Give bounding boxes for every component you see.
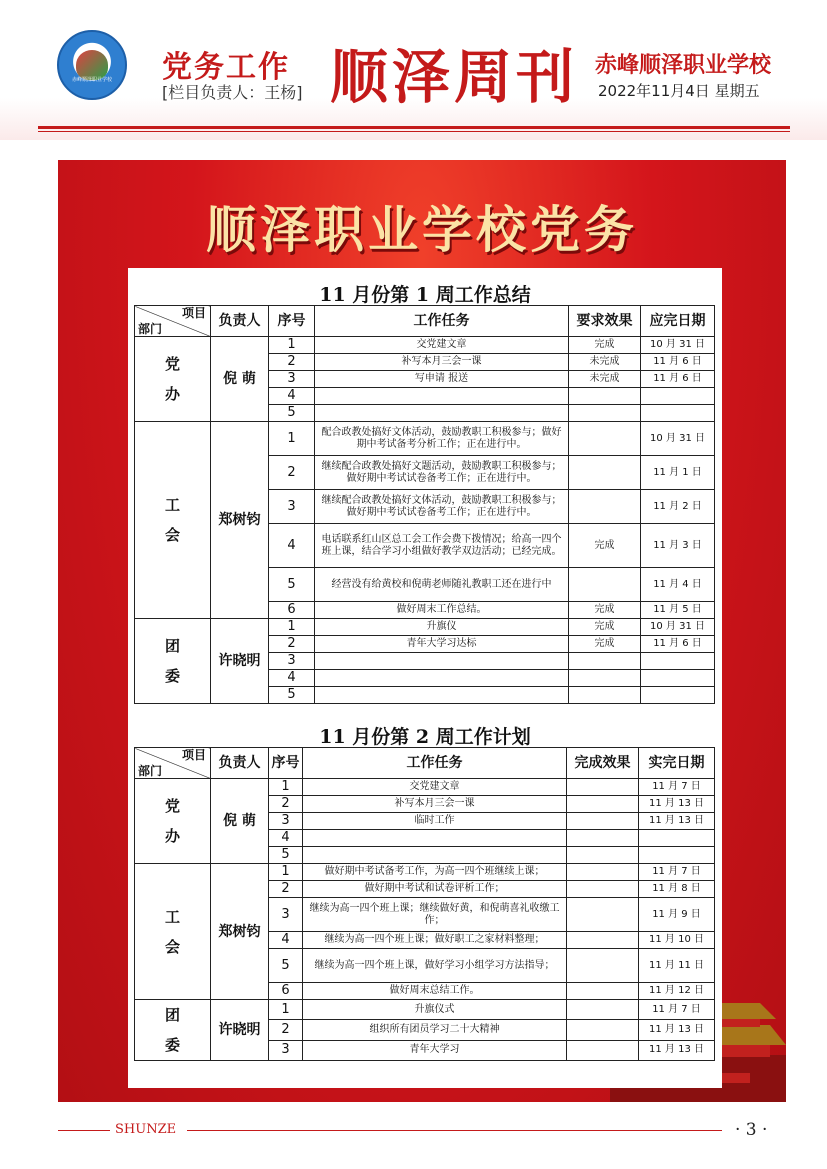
seq-cell: 4 (269, 388, 315, 405)
dept-cell (135, 779, 211, 864)
effect-cell: 完成 (569, 337, 641, 354)
task-cell: 补写本月三会一课 (315, 354, 569, 371)
task-cell: 继续为高一四个班上课；继续做好黄，和倪萌喜礼收缴工作； (303, 898, 567, 932)
effect-cell: 完成 (569, 636, 641, 653)
task-cell (303, 847, 567, 864)
header-date: 应完日期 (641, 306, 715, 337)
date-cell (639, 847, 715, 864)
seq-cell: 6 (269, 983, 303, 1000)
header-seq: 序号 (269, 748, 303, 779)
task-cell: 继续为高一四个班上课，做好学习小组学习方法指导； (303, 949, 567, 983)
seq-cell: 1 (269, 422, 315, 456)
date-cell: 11 月 6 日 (641, 354, 715, 371)
seq-cell: 5 (269, 405, 315, 422)
date-cell: 11 月 7 日 (639, 1000, 715, 1020)
owner-cell: 倪 萌 (211, 337, 269, 422)
effect-cell (569, 568, 641, 602)
effect-cell (567, 830, 639, 847)
effect-cell (567, 813, 639, 830)
week2-table (134, 747, 715, 1061)
seq-cell: 3 (269, 1040, 303, 1060)
table-header-row (135, 306, 715, 337)
seq-cell: 2 (269, 881, 303, 898)
task-cell: 经营没有给黄校和倪萌老师随礼教职工还在进行中 (315, 568, 569, 602)
date-cell: 10 月 31 日 (641, 422, 715, 456)
footer-rule-left (58, 1130, 110, 1131)
task-cell: 做好周末工作总结。 (315, 602, 569, 619)
task-cell: 青年大学习 (303, 1040, 567, 1060)
dept-char-1: 工 (164, 907, 180, 926)
task-cell (315, 405, 569, 422)
seq-cell: 4 (269, 524, 315, 568)
column-owner: [栏目负责人：王杨] (162, 83, 303, 102)
effect-cell (567, 932, 639, 949)
effect-cell (567, 983, 639, 1000)
page-header (0, 0, 827, 140)
effect-cell (567, 847, 639, 864)
header-task: 工作任务 (315, 306, 569, 337)
seq-cell: 3 (269, 898, 303, 932)
seq-cell: 1 (269, 619, 315, 636)
school-name: 赤峰顺泽职业学校 (595, 53, 772, 78)
date-cell (641, 670, 715, 687)
dept-cell (135, 619, 211, 704)
dept-char-2: 委 (164, 667, 180, 685)
header-date: 实完日期 (639, 748, 715, 779)
dept-char-1: 团 (164, 1006, 180, 1024)
effect-cell: 未完成 (569, 371, 641, 388)
effect-cell: 未完成 (569, 354, 641, 371)
seq-cell: 1 (269, 864, 303, 881)
table-row (135, 779, 715, 796)
effect-cell: 完成 (569, 602, 641, 619)
footer-rule-right (187, 1130, 722, 1131)
date-cell (641, 405, 715, 422)
effect-cell (567, 949, 639, 983)
dept-char-2: 办 (164, 827, 180, 845)
date-cell: 10 月 31 日 (641, 619, 715, 636)
table-row (135, 422, 715, 456)
effect-cell (567, 1000, 639, 1020)
task-cell: 写申请 报送 (315, 371, 569, 388)
content-card (128, 268, 722, 1088)
seq-cell: 1 (269, 337, 315, 354)
task-cell (315, 687, 569, 704)
dept-char-2: 办 (164, 385, 180, 403)
task-cell (315, 670, 569, 687)
dept-char-1: 工 (164, 496, 180, 514)
seq-cell: 3 (269, 813, 303, 830)
seq-cell: 5 (269, 687, 315, 704)
date-cell: 11 月 13 日 (639, 813, 715, 830)
date-cell: 11 月 10 日 (639, 932, 715, 949)
task-cell (303, 830, 567, 847)
seq-cell: 5 (269, 847, 303, 864)
date-cell (641, 653, 715, 670)
date-cell: 11 月 3 日 (641, 524, 715, 568)
date-cell (641, 388, 715, 405)
effect-cell (569, 388, 641, 405)
date-cell: 11 月 9 日 (639, 898, 715, 932)
table-row (135, 619, 715, 636)
owner-cell: 郑树钧 (211, 864, 269, 1000)
effect-cell (567, 881, 639, 898)
task-cell: 交党建文章 (315, 337, 569, 354)
header-task: 工作任务 (303, 748, 567, 779)
dept-char-1: 党 (164, 797, 180, 815)
column-title: 党务工作 (162, 50, 290, 85)
task-cell: 组织所有团员学习二十大精神 (303, 1020, 567, 1040)
effect-cell (567, 1040, 639, 1060)
week2-title: 11 月份第 2 周工作计划 (319, 726, 531, 748)
seq-cell: 2 (269, 456, 315, 490)
footer-brand: SHUNZE (115, 1122, 177, 1137)
header-divider (38, 126, 790, 129)
effect-cell (569, 422, 641, 456)
table-row (135, 1000, 715, 1020)
date-cell: 11 月 4 日 (641, 568, 715, 602)
task-cell (315, 653, 569, 670)
task-cell: 做好期中考试和试卷评析工作； (303, 881, 567, 898)
date-cell (641, 687, 715, 704)
date-cell: 11 月 13 日 (639, 1020, 715, 1040)
task-cell: 补写本月三会一课 (303, 796, 567, 813)
dept-char-1: 党 (164, 355, 180, 373)
dept-char-1: 团 (164, 637, 180, 655)
date-cell: 11 月 6 日 (641, 636, 715, 653)
dept-char-2: 会 (164, 526, 180, 544)
issue-date: 2022年11月4日 星期五 (598, 82, 760, 100)
header-dept: 部门 (138, 322, 163, 336)
task-cell: 升旗仪 (315, 619, 569, 636)
task-cell: 升旗仪式 (303, 1000, 567, 1020)
effect-cell: 完成 (569, 619, 641, 636)
date-cell: 11 月 1 日 (641, 456, 715, 490)
header-owner: 负责人 (211, 748, 269, 779)
date-cell: 11 月 12 日 (639, 983, 715, 1000)
seq-cell: 4 (269, 670, 315, 687)
task-cell: 临时工作 (303, 813, 567, 830)
owner-cell: 倪 萌 (211, 779, 269, 864)
seq-cell: 3 (269, 490, 315, 524)
effect-cell: 完成 (569, 524, 641, 568)
table-header-row (135, 748, 715, 779)
date-cell: 11 月 6 日 (641, 371, 715, 388)
effect-cell (569, 687, 641, 704)
seq-cell: 6 (269, 602, 315, 619)
seq-cell: 1 (269, 1000, 303, 1020)
header-divider-thin (38, 131, 790, 132)
date-cell: 10 月 31 日 (641, 337, 715, 354)
week1-table (134, 305, 715, 704)
task-cell (315, 388, 569, 405)
page-number: · 3 · (735, 1120, 768, 1140)
effect-cell (569, 670, 641, 687)
effect-cell (567, 779, 639, 796)
header-seq: 序号 (269, 306, 315, 337)
header-effect: 完成效果 (567, 748, 639, 779)
week1-title: 11 月份第 1 周工作总结 (319, 284, 531, 306)
seq-cell: 5 (269, 568, 315, 602)
effect-cell (569, 405, 641, 422)
dept-cell (135, 422, 211, 619)
header-item-dept (135, 748, 211, 779)
header-dept: 部门 (138, 764, 163, 778)
date-cell: 11 月 13 日 (639, 1040, 715, 1060)
task-cell: 做好期中考试备考工作，为高一四个班继续上课； (303, 864, 567, 881)
effect-cell (569, 490, 641, 524)
seq-cell: 3 (269, 653, 315, 670)
dept-char-2: 会 (164, 937, 180, 956)
seq-cell: 2 (269, 796, 303, 813)
seq-cell: 1 (269, 779, 303, 796)
task-cell: 继续配合政教处搞好文题活动，鼓励教职工积极参与；做好期中考试试卷备考工作；正在进行中。 (315, 456, 569, 490)
task-cell: 继续为高一四个班上课；做好职工之家材料整理； (303, 932, 567, 949)
task-cell: 交党建文章 (303, 779, 567, 796)
date-cell: 11 月 8 日 (639, 881, 715, 898)
date-cell: 11 月 11 日 (639, 949, 715, 983)
school-logo (57, 30, 127, 100)
header-item: 项目 (181, 748, 206, 762)
seq-cell: 4 (269, 830, 303, 847)
dept-char-2: 委 (164, 1036, 180, 1054)
dept-cell (135, 337, 211, 422)
date-cell (639, 830, 715, 847)
header-effect: 要求效果 (569, 306, 641, 337)
date-cell: 11 月 5 日 (641, 602, 715, 619)
header-item: 项目 (181, 306, 206, 320)
seq-cell: 5 (269, 949, 303, 983)
effect-cell (569, 653, 641, 670)
owner-cell: 郑树钧 (211, 422, 269, 619)
dept-cell (135, 864, 211, 1000)
task-cell: 配合政教处搞好文体活动，鼓励教职工积极参与；做好期中考试备考分析工作；正在进行中。 (315, 422, 569, 456)
effect-cell (567, 796, 639, 813)
seq-cell: 2 (269, 354, 315, 371)
header-owner: 负责人 (211, 306, 269, 337)
date-cell: 11 月 7 日 (639, 864, 715, 881)
dept-cell (135, 1000, 211, 1061)
effect-cell (567, 1020, 639, 1040)
effect-cell (567, 864, 639, 881)
effect-cell (567, 898, 639, 932)
date-cell: 11 月 13 日 (639, 796, 715, 813)
date-cell: 11 月 7 日 (639, 779, 715, 796)
table-row (135, 337, 715, 354)
date-cell: 11 月 2 日 (641, 490, 715, 524)
task-cell: 继续配合政教处搞好文体活动，鼓励教职工积极参与；做好期中考试试卷备考工作；正在进行中。 (315, 490, 569, 524)
header-item-dept (135, 306, 211, 337)
seq-cell: 2 (269, 636, 315, 653)
owner-cell: 许晓明 (211, 619, 269, 704)
seq-cell: 3 (269, 371, 315, 388)
task-cell: 做好周末总结工作。 (303, 983, 567, 1000)
seq-cell: 4 (269, 932, 303, 949)
logo-text: 赤峰顺泽职业学校 (71, 77, 112, 83)
seq-cell: 2 (269, 1020, 303, 1040)
task-cell: 青年大学习达标 (315, 636, 569, 653)
effect-cell (569, 456, 641, 490)
masthead-title: 顺泽周刊 (330, 43, 579, 111)
task-cell: 电话联系红山区总工会工作会费下拨情况；给高一四个班上课，结合学习小组做好教学双边活动；已经完成。 (315, 524, 569, 568)
owner-cell: 许晓明 (211, 1000, 269, 1061)
section-banner: 顺泽职业学校党务 (206, 200, 638, 259)
table-row (135, 864, 715, 881)
